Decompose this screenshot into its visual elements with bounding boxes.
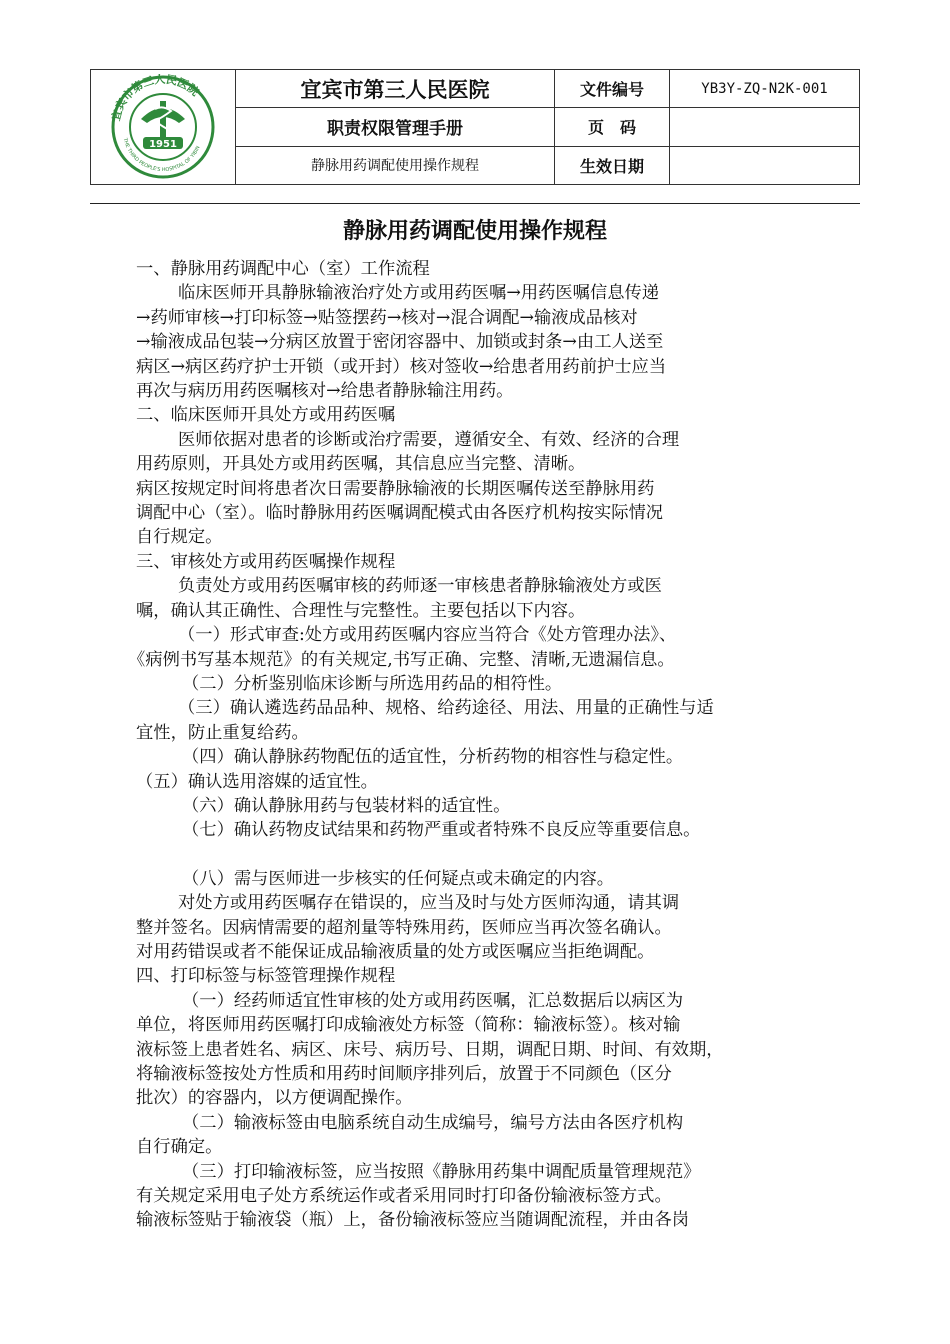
list-item: （一）经药师适宜性审核的处方或用药医嘱，汇总数据后以病区为 [182,990,684,1011]
list-item: （七）确认药物皮试结果和药物严重或者特殊不良反应等重要信息。 [182,820,701,841]
paragraph-line: 负责处方或用药医嘱审核的药师逐一审核患者静脉输液处方或医 [178,576,662,597]
manual-name: 职责权限管理手册 [236,108,555,146]
paragraph-line: 临床医师开具静脉输液治疗处方或用药医嘱→用药医嘱信息传递 [178,283,660,304]
page-value [670,108,860,146]
paragraph-line: 对处方或用药医嘱存在错误的，应当及时与处方医师沟通，请其调 [178,893,680,914]
document-body [128,257,836,1233]
logo-ring-text: 宜宾市第三人民医院 [109,72,202,123]
paragraph-line: 病区→病区药疗护士开锁（或开封）核对签收→给患者用药前护士应当 [136,356,667,377]
paragraph-line: 医师依据对患者的诊断或治疗需要，遵循安全、有效、经济的合理 [178,429,680,450]
paragraph-line: 批次）的容器内，以方便调配操作。 [136,1088,413,1109]
list-item: （二）输液标签由电脑系统自动生成编号，编号方法由各医疗机构 [182,1112,684,1133]
paragraph-line: 自行规定。 [136,527,223,548]
list-item: （三）打印输液标签，应当按照《静脉用药集中调配质量管理规范》 [182,1161,701,1182]
paragraph-line: 嘱，确认其正确性、合理性与完整性。主要包括以下内容。 [136,600,586,621]
paragraph-line: →输液成品包装→分病区放置于密闭容器中、加锁或封条→由工人送至 [136,332,664,353]
paragraph-line: 宜性，防止重复给药。 [136,722,309,743]
paragraph-line: 整并签名。因病情需要的超剂量等特殊用药，医师应当再次签名确认。 [136,917,672,938]
list-item: （四）确认静脉药物配伍的适宜性，分析药物的相容性与稳定性。 [182,747,684,768]
list-item: （八）需与医师进一步核实的任何疑点或未确定的内容。 [182,868,615,889]
section-heading: 二、临床医师开具处方或用药医嘱 [136,405,396,426]
doc-name: 静脉用药调配使用操作规程 [236,146,555,184]
list-item: （六）确认静脉用药与包装材料的适宜性。 [182,795,511,816]
paragraph-line: 用药原则，开具处方或用药医嘱，其信息应当完整、清晰。 [136,454,586,475]
list-item: （二）分析鉴别临床诊断与所选用药品的相符性。 [182,673,563,694]
document-title: 静脉用药调配使用操作规程 [342,219,607,244]
paragraph-line: 液标签上患者姓名、病区、床号、病历号、日期，调配日期、时间、有效期， [136,1039,724,1060]
paragraph-line: 对用药错误或者不能保证成品输液质量的处方或医嘱应当拒绝调配。 [136,941,655,962]
paragraph-line: 有关规定采用电子处方系统运作或者采用同时打印备份输液标签方式。 [136,1186,672,1207]
paragraph-line: 调配中心（室）。临时静脉用药医嘱调配模式由各医疗机构按实际情况 [136,503,664,524]
hospital-logo [97,71,229,179]
hospital-logo-cell [91,70,236,185]
list-item: （五）确认选用溶媒的适宜性。 [136,771,378,792]
section-heading: 三、审核处方或用药医嘱操作规程 [136,551,396,572]
effective-date-value [670,146,860,184]
list-item: （一）形式审查:处方或用药医嘱内容应当符合《处方管理办法》、 [178,625,677,646]
hospital-name: 宜宾市第三人民医院 [236,70,555,108]
section-heading: 一、静脉用药调配中心（室）工作流程 [136,259,430,279]
paragraph-line: 输液标签贴于输液袋（瓶）上，备份输液标签应当随调配流程，并由各岗 [136,1210,690,1231]
paragraph-line: 自行确定。 [136,1137,223,1158]
effective-date-label: 生效日期 [555,146,670,184]
file-no-label: 文件编号 [555,70,670,108]
logo-ring-text-en: THE THIRD PEOPLE'S HOSPITAL OF YIBIN [121,137,202,174]
list-item: （三）确认遴选药品品种、规格、给药途径、用法、用量的正确性与适 [178,698,714,719]
paragraph-line: →药师审核→打印标签→贴签摆药→核对→混合调配→输液成品核对 [136,307,638,328]
logo-year: 1951 [149,139,177,150]
paragraph-line: 单位，将医师用药医嘱打印成输液处方标签（简称：输液标签）。核对输 [136,1015,681,1036]
paragraph-line: 将输液标签按处方性质和用药时间顺序排列后，放置于不同颜色（区分 [136,1064,672,1084]
document-header-table [90,69,860,185]
section-heading: 四、打印标签与标签管理操作规程 [136,966,396,987]
paragraph-line: 《病例书写基本规范》的有关规定,书写正确、完整、清晰,无遗漏信息。 [128,649,675,670]
paragraph-line: 再次与病历用药医嘱核对→给患者静脉输注用药。 [136,381,514,402]
page-label: 页 码 [555,108,670,146]
paragraph-line: 病区按规定时间将患者次日需要静脉输液的长期医嘱传送至静脉用药 [136,478,655,499]
header-divider [90,203,860,204]
file-no-value: YB3Y-ZQ-N2K-001 [670,70,860,108]
